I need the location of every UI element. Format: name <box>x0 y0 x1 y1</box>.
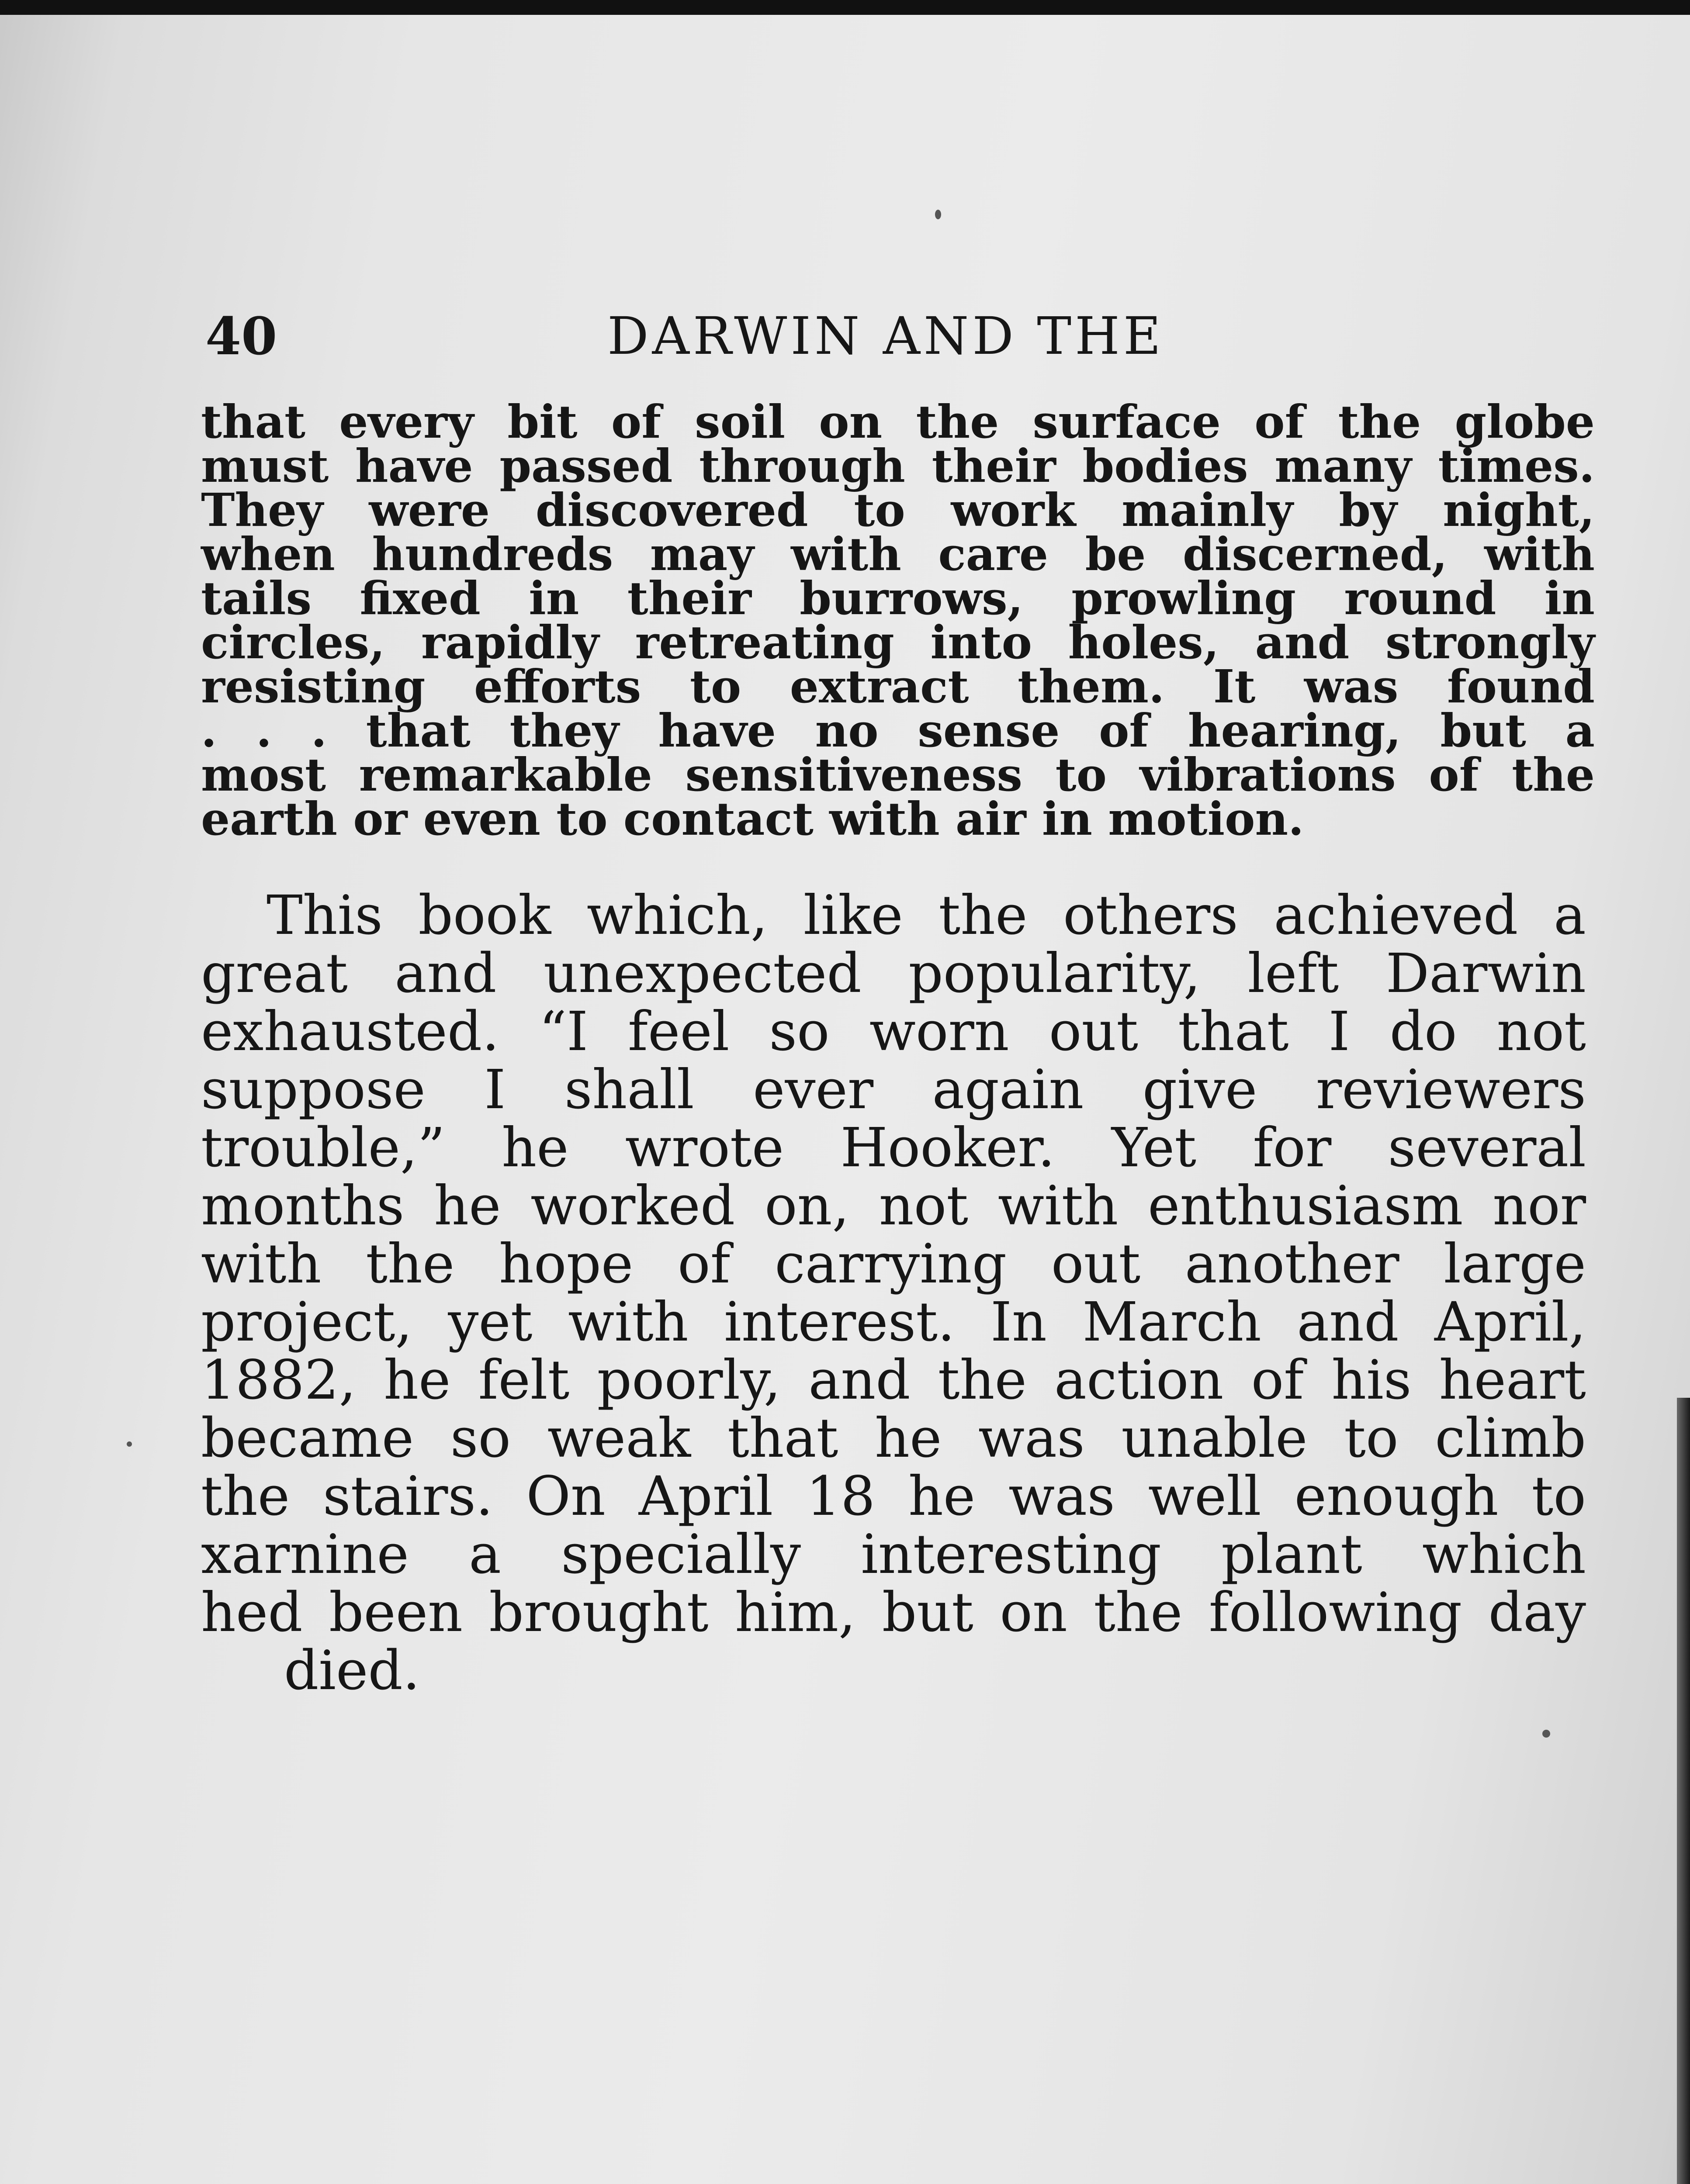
quote-line: must have passed through their bodies many times. <box>201 439 1595 493</box>
block-quote <box>201 395 1595 846</box>
body-line: This book which, like the others achieved a <box>267 884 1586 947</box>
body-line: hed been brought him, but on the following day <box>201 1581 1586 1644</box>
body-line: with the hope of carrying out another large <box>201 1233 1586 1296</box>
quote-line: circles, rapidly retreating into holes, and strongly <box>201 615 1595 669</box>
body-line: xarnine a specially interesting plant which <box>201 1523 1586 1586</box>
page-top-edge <box>0 0 1690 15</box>
body-paragraph <box>201 884 1586 1702</box>
quote-line: most remarkable sensitiveness to vibrations of the <box>201 748 1595 802</box>
quote-line: . . . that they have no sense of hearing, but a <box>201 704 1595 757</box>
paper-speck <box>1542 1730 1550 1738</box>
body-line: became so weak that he was unable to climb <box>201 1407 1586 1470</box>
body-line: months he worked on, not with enthusiasm nor <box>201 1175 1586 1237</box>
running-head: DARWIN AND THE <box>607 306 1165 366</box>
body-line: died. <box>284 1639 420 1702</box>
page-number: 40 <box>205 306 277 366</box>
body-line: exhausted. “I feel so worn out that I do not <box>201 1000 1586 1063</box>
page-header <box>205 306 1595 384</box>
page-right-edge-shadow <box>1677 1398 1690 2184</box>
quote-line: resisting efforts to extract them. It was found <box>201 660 1595 713</box>
body-line: great and unexpected popularity, left Darwin <box>201 942 1586 1005</box>
quote-line: tails fixed in their burrows, prowling round in <box>201 571 1595 625</box>
quote-line: They were discovered to work mainly by night, <box>201 483 1595 537</box>
body-line: trouble,” he wrote Hooker. Yet for several <box>201 1116 1586 1179</box>
paper-speck <box>127 1441 132 1447</box>
paper-speck <box>935 210 941 219</box>
body-line: the stairs. On April 18 he was well enough to <box>201 1465 1586 1528</box>
quote-line: that every bit of soil on the surface of the globe <box>201 395 1595 449</box>
body-line: 1882, he felt poorly, and the action of his heart <box>201 1349 1586 1412</box>
body-line: project, yet with interest. In March and April, <box>201 1291 1586 1354</box>
quote-line: when hundreds may with care be discerned, with <box>201 527 1595 581</box>
body-line: suppose I shall ever again give reviewers <box>201 1058 1586 1121</box>
quote-line: earth or even to contact with air in motion. <box>201 792 1304 846</box>
